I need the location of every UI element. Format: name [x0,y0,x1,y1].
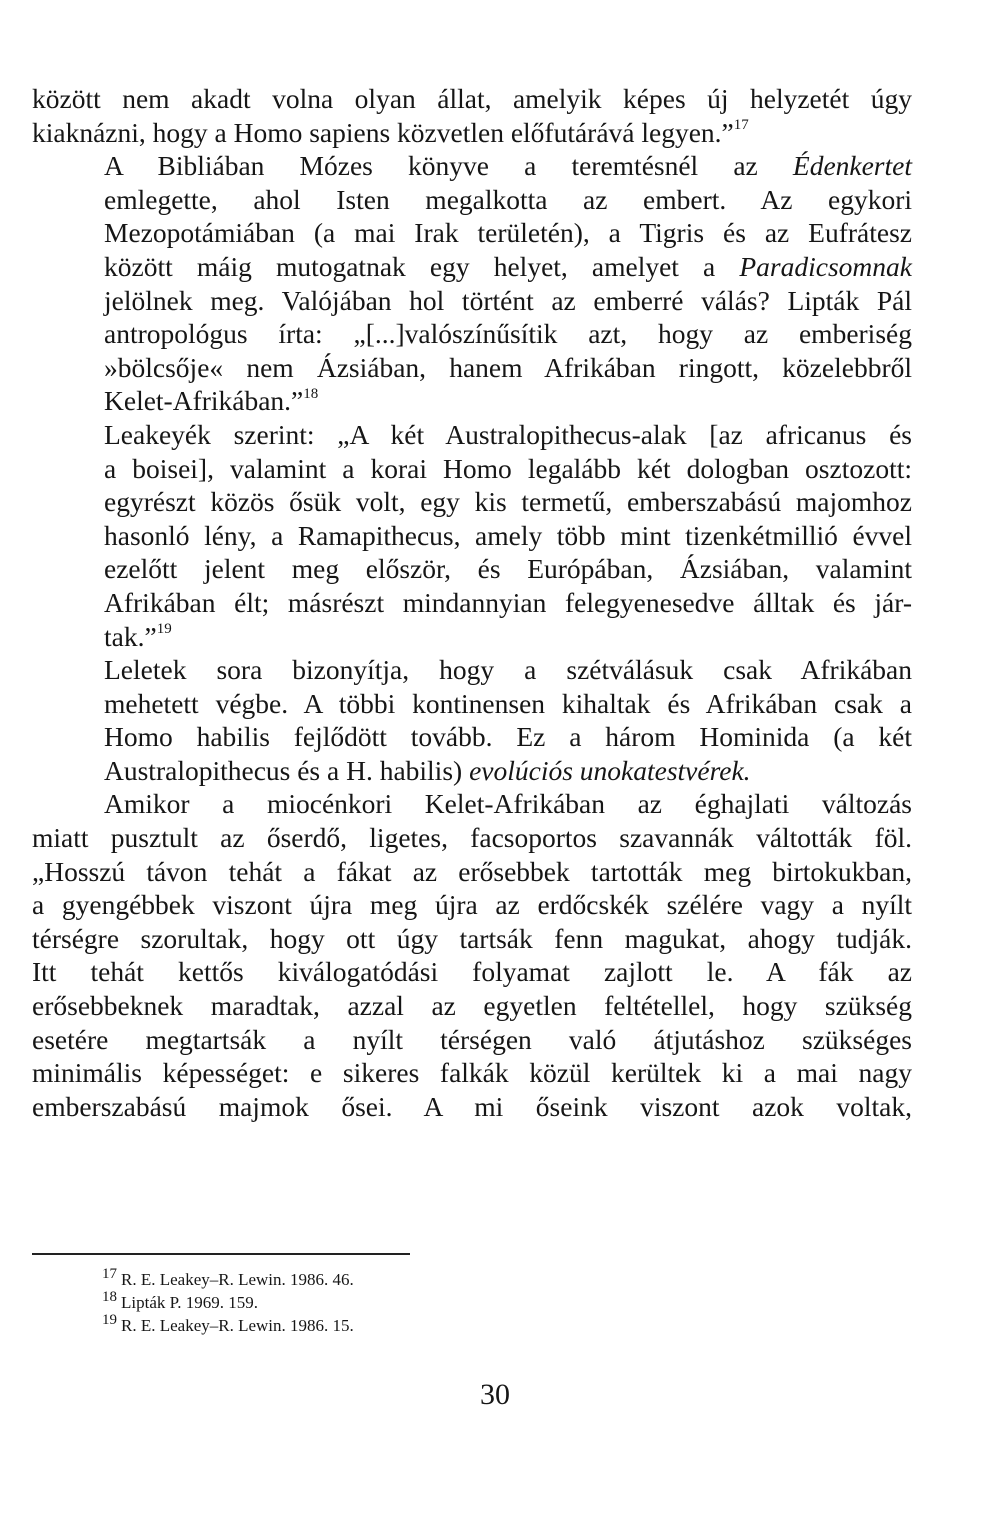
footnote-17 [102,1268,354,1291]
paragraph-5 [32,787,912,1123]
text-line: Mezopotámiában (a mai Irak területén), a Tigris és az Eufrátesz [104,217,912,249]
text-line: ezelőtt jelent meg először, és Európában, Ázsiában, valamint [104,553,912,585]
paragraph-1 [32,82,912,149]
text-line [32,250,912,284]
line-text: Australopithecus és a H. habilis) [104,754,470,786]
text-line: Afrikában élt; másrészt mindannyian felegyenesedve álltak és jár- [104,586,912,618]
text-line [32,149,912,183]
text-line: miatt pusztult az őserdő, ligetes, facsoportos szavannák váltották föl. [32,822,912,854]
footnote-text: R. E. Leakey–R. Lewin. 1986. 15. [121,1316,354,1335]
footnote-ref-18: 18 [303,386,319,403]
text-line [32,754,912,788]
text-line: minimális képességet: e sikeres falkák közül kerültek ki a mai nagy [32,1057,912,1089]
page-body [32,82,912,1123]
italic-term: evolúciós unokatestvérek. [469,754,751,786]
footnote-19 [102,1314,354,1337]
footnote-number: 18 [102,1289,117,1306]
text-line [32,384,912,418]
italic-term: Édenkertet [792,150,912,182]
text-line: Amikor a miocénkori Kelet-Afrikában az éghajlati változás [104,788,912,820]
text-line: erősebbeknek maradtak, azzal az egyetlen feltétellel, hogy szükség [32,990,912,1022]
text-line: emlegette, ahol Isten megalkotta az embert. Az egykori [104,183,912,215]
line-text: kiaknázni, hogy a Homo sapiens közvetlen előfutárává legyen.” [32,116,734,148]
text-line: antropológus írta: „[...]valószínűsítik azt, hogy az emberiség [104,318,912,350]
text-line: »bölcsője« nem Ázsiában, hanem Afrikában ringott, közelebbről [104,351,912,383]
footnote-text: Lipták P. 1969. 159. [121,1293,258,1312]
footnote-divider [32,1253,410,1255]
text-line: a gyengébbek viszont újra meg újra az erdőcskék szélére vagy a nyílt [32,889,912,921]
line-text: tak.” [104,620,157,652]
text-line: esetére megtartsák a nyílt térségen való átjutáshoz szükséges [32,1023,912,1055]
footnotes [102,1268,354,1337]
italic-term: Paradicsomnak [739,250,912,282]
footnote-number: 17 [102,1266,117,1283]
text-line: egyrészt közös ősük volt, egy kis termetű, emberszabású majomhoz [104,486,912,518]
text-line [32,620,912,654]
text-line: emberszabású majmok ősei. A mi őseink viszont azok voltak, [32,1090,912,1122]
line-text: között máig mutogatnak egy helyet, amelyet a [104,250,740,282]
paragraph-3 [32,418,912,653]
text-line: jelölnek meg. Valójában hol történt az emberré válás? Lipták Pál [104,284,912,316]
text-line: Leakeyék szerint: „A két Australopithecus-alak [az africanus és [104,418,912,450]
paragraph-4 [32,653,912,787]
text-line: hasonló lény, a Ramapithecus, amely több mint tizenkétmillió évvel [104,519,912,551]
footnote-text: R. E. Leakey–R. Lewin. 1986. 46. [121,1270,354,1289]
text-line: Itt tehát kettős kiválogatódási folyamat zajlott le. A fák az [32,956,912,988]
page-number: 30 [480,1378,510,1411]
text-line: Leletek sora bizonyítja, hogy a szétválásuk csak Afrikában [104,654,912,686]
paragraph-2 [32,149,912,418]
line-text: Kelet-Afrikában.” [104,385,304,417]
text-line: „Hosszú távon tehát a fákat az erősebbek tartották meg birtokukban, [32,855,912,887]
footnote-ref-19: 19 [156,621,172,638]
text-line: Homo habilis fejlődött tovább. Ez a három Hominida (a két [104,721,912,753]
text-line [32,116,912,150]
text-line: mehetett végbe. A többi kontinensen kihaltak és Afrikában csak a [104,687,912,719]
line-text: A Bibliában Mózes könyve a teremtésnél az [104,150,793,182]
footnote-number: 19 [102,1312,117,1329]
footnote-18 [102,1291,354,1314]
text-line: között nem akadt volna olyan állat, amelyik képes új helyzetét úgy [32,83,912,114]
footnote-ref-17: 17 [733,117,749,134]
text-line: a boisei], valamint a korai Homo legalább két dologban osztozott: [104,452,912,484]
text-line: térségre szorultak, hogy ott úgy tartsák fenn magukat, ahogy tudják. [32,922,912,954]
